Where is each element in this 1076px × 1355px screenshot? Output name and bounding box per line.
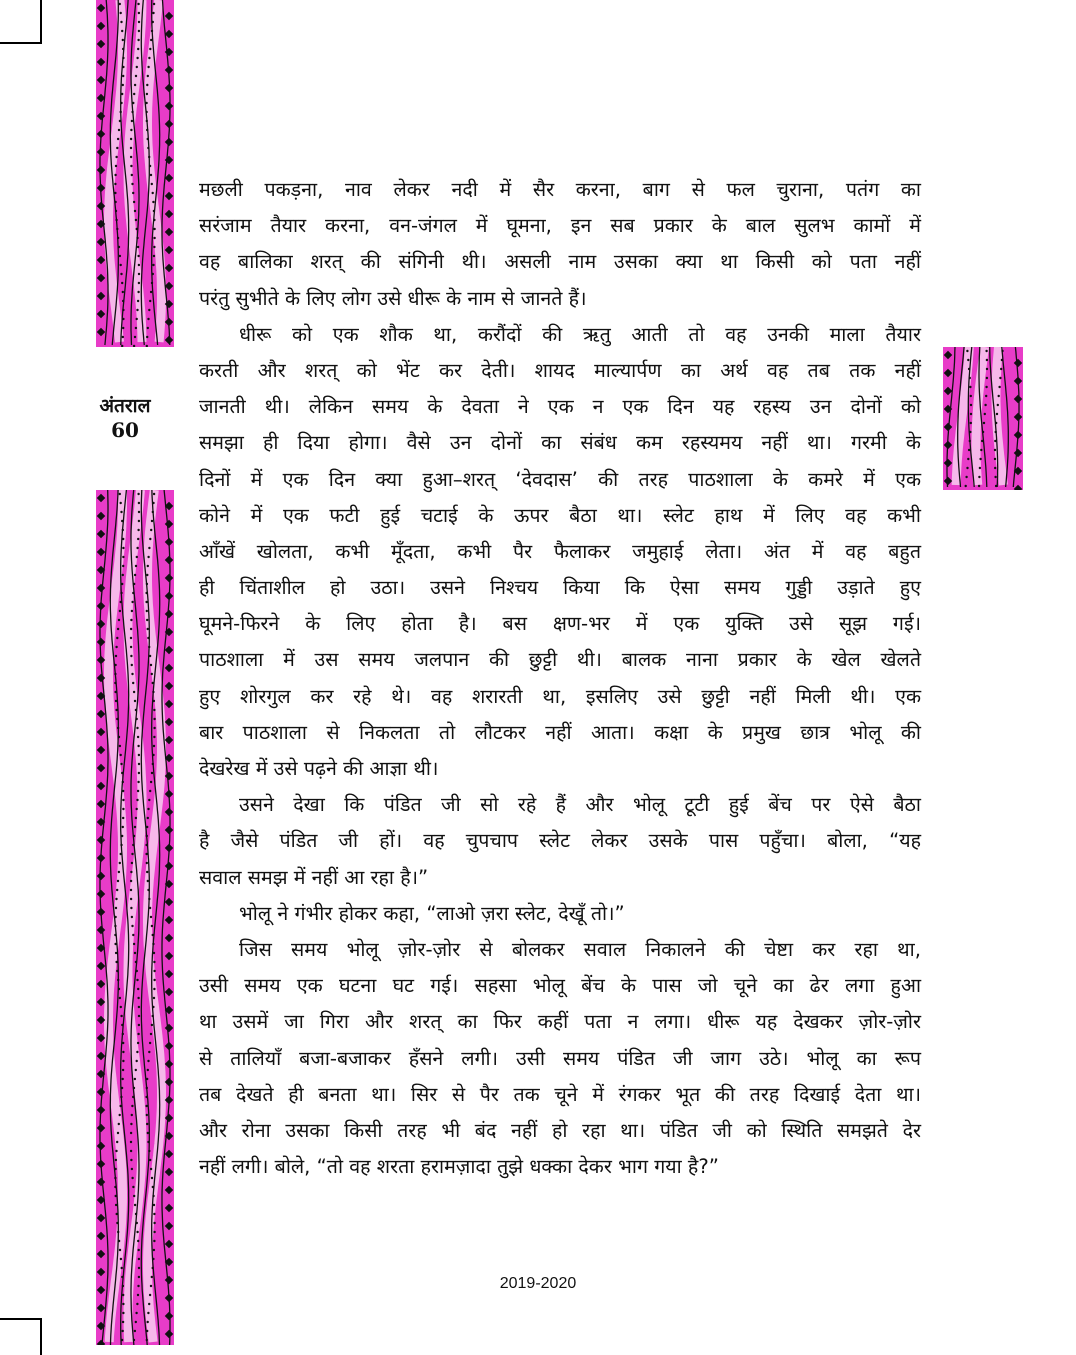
text-line: देखरेख में उसे पढ़ने की आज्ञा थी।	[199, 757, 439, 780]
crop-mark-top-left-vertical	[40, 0, 42, 44]
text-line: हुए शोरगुल कर रहे थे। वह शरारती था, इसलिए उसे छुट्टी नहीं मिली थी। एक	[199, 684, 921, 708]
text-line: करती और शरत् को भेंट कर देती। शायद माल्यार्पण का अर्थ वह तब तक नहीं	[199, 358, 921, 382]
text-line: नहीं लगी। बोले, “तो वह शरता हरामज़ादा तुझे धक्का देकर भाग गया है?”	[199, 1155, 719, 1179]
crop-mark-top-left-horizontal	[0, 42, 42, 44]
text-line: वह बालिका शरत् की संगिनी थी। असली नाम उसका क्या था किसी को पता नहीं	[199, 250, 922, 274]
text-line: और रोना उसका किसी तरह भी बंद नहीं हो रहा था। पंडित जी को स्थिति समझते देर	[199, 1118, 921, 1142]
text-line: जानती थी। लेकिन समय के देवता ने एक न एक दिन यह रहस्य उन दोनों को	[199, 395, 921, 419]
text-line: पाठशाला में उस समय जलपान की छुट्टी थी। बालक नाना प्रकार के खेल खेलते	[199, 648, 921, 672]
text-line: जिस समय भोलू ज़ोर-ज़ोर से बोलकर सवाल निकालने की चेष्टा कर रहा था,	[239, 937, 921, 961]
footer-year: 2019-2020	[499, 1275, 577, 1292]
text-line: समझा ही दिया होगा। वैसे उन दोनों का संबंध कम रहस्यमय नहीं था। गरमी के	[199, 431, 921, 455]
text-line: से तालियाँ बजा-बजाकर हँसने लगी। उसी समय पंडित जी जाग उठे। भोलू का रूप	[199, 1046, 921, 1070]
text-line: मछली पकड़ना, नाव लेकर नदी में सैर करना, बाग से फल चुराना, पतंग का	[199, 178, 921, 201]
ornament-pattern	[943, 347, 1023, 490]
crop-mark-bottom-left-vertical	[40, 1318, 42, 1355]
decorative-border-bottom-left	[96, 490, 174, 1345]
ornament-pattern	[96, 0, 174, 347]
text-line: था उसमें जा गिरा और शरत् का फिर कहीं पता न लगा। धीरू यह देखकर ज़ोर-ज़ोर	[199, 1010, 921, 1034]
crop-mark-bottom-left-horizontal	[0, 1318, 42, 1320]
text-line: सरंजाम तैयार करना, वन-जंगल में घूमना, इन सब प्रकार के बाल सुलभ कामों में	[199, 214, 921, 238]
text-line: भोलू ने गंभीर होकर कहा, “लाओ ज़रा स्लेट, देखूँ तो।”	[239, 901, 625, 925]
text-line: उसी समय एक घटना घट गई। सहसा भोलू बेंच के पास जो चूने का ढेर लगा हुआ	[199, 974, 921, 998]
text-line: परंतु सुभीते के लिए लोग उसे धीरू के नाम से जानते हैं।	[199, 286, 587, 310]
text-line: दिनों में एक दिन क्या हुआ–शरत् ‘देवदास’ की तरह पाठशाला के कमरे में एक	[199, 467, 921, 491]
book-title: अंतराल	[99, 395, 151, 417]
text-line: उसने देखा कि पंडित जी सो रहे हैं और भोलू टूटी हुई बेंच पर ऐसे बैठा	[239, 793, 921, 817]
decorative-border-right	[943, 347, 1023, 490]
ornament-pattern	[96, 490, 174, 1345]
text-line: आँखें खोलता, कभी मूँदता, कभी पैर फैलाकर जमुहाई लेता। अंत में वह बहुत	[199, 539, 921, 563]
text-line: घूमने-फिरने के लिए होता है। बस क्षण-भर में एक युक्ति उसे सूझ गई।	[199, 612, 921, 636]
page-number: 60	[111, 418, 139, 442]
text-line: ही चिंताशील हो उठा। उसने निश्चय किया कि ऐसा समय गुड्डी उड़ाते हुए	[199, 576, 921, 600]
text-line: है जैसे पंडित जी हों। वह चुपचाप स्लेट लेकर उसके पास पहुँचा। बोला, “यह	[199, 829, 921, 853]
text-line: बार पाठशाला से निकलता तो लौटकर नहीं आता। कक्षा के प्रमुख छात्र भोलू की	[199, 720, 921, 744]
text-line: कोने में एक फटी हुई चटाई के ऊपर बैठा था। स्लेट हाथ में लिए वह कभी	[199, 503, 921, 527]
story-text	[199, 172, 921, 1185]
text-line: धीरू को एक शौक था, करौंदों की ऋतु आती तो वह उनकी माला तैयार	[239, 322, 921, 346]
text-line: सवाल समझ में नहीं आ रहा है।”	[199, 865, 429, 889]
text-line: तब देखते ही बनता था। सिर से पैर तक चूने में रंगकर भूत की तरह दिखाई देता था।	[199, 1082, 921, 1106]
decorative-border-top-left	[96, 0, 174, 347]
